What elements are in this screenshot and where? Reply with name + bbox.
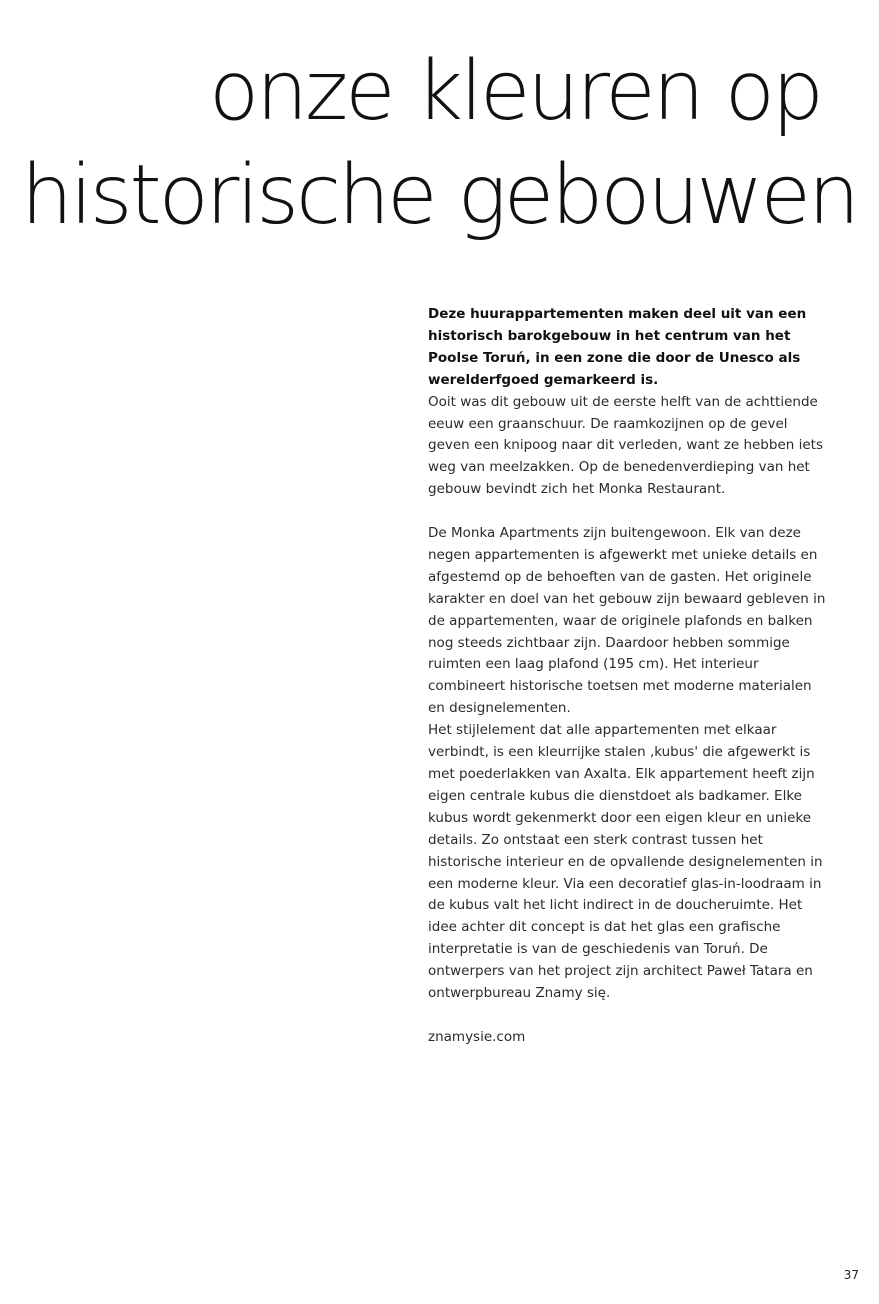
article-paragraph-1: Ooit was dit gebouw uit de eerste helft van de achttiende eeuw een graanschuur. De raamkozijnen op de gevel geven een knipoog naar dit verleden, want ze hebben iets weg van meelzakken. Op de benedenverdieping van het gebouw bevindt zich het Monka Restaurant. bbox=[428, 393, 823, 498]
article-paragraph-2: De Monka Apartments zijn buitengewoon. Elk van deze negen appartementen is afgewerkt met unieke details en afgestemd op de behoeften van de gasten. Het originele karakter en doel van het gebouw zijn bewaard gebleven in de appartementen, waar de originele plafonds en balken nog steeds zichtbaar zijn. Daardoor hebben sommige ruimten een laag plafond (195 cm). Het interieur combineert historische toetsen met moderne materialen en designelementen. bbox=[428, 525, 826, 717]
title-line-1: onze kleuren op bbox=[208, 44, 821, 139]
website-link[interactable]: znamysie.com bbox=[428, 1028, 526, 1045]
page-number: 37 bbox=[843, 1268, 859, 1282]
paragraph-spacer bbox=[428, 501, 828, 523]
title-line-2: historische gebouwen bbox=[21, 148, 857, 243]
article-paragraph-3: Het stijlelement dat alle appartementen met elkaar verbindt, is een kleurrijke stalen ‚kubus' die afgewerkt is met poederlakken van Axalta. Elk appartement heeft zijn eigen centrale kubus die dienstdoet als badkamer. Elke kubus wordt gekenmerkt door een eigen kleur en unieke details. Zo ontstaat een sterk contrast tussen het historische interieur en de opvallende designelementen in een moderne kleur. Via een decoratief glas-in-loodraam in de kubus valt het licht indirect in de doucheruimte. Het idee achter dit concept is dat het glas een grafische interpretatie is van de geschiedenis van Toruń. De ontwerpers van het project zijn architect Paweł Tatara en ontwerpbureau Znamy się. bbox=[428, 722, 823, 1002]
page-title bbox=[21, 40, 857, 248]
article-lead: Deze huurappartementen maken deel uit van een historisch barokgebouw in het centrum van het Poolse Toruń, in een zone die door de Unesco als werelderfgoed gemarkeerd is. bbox=[428, 306, 807, 388]
article-body bbox=[428, 304, 828, 1049]
paragraph-spacer bbox=[428, 1005, 828, 1027]
